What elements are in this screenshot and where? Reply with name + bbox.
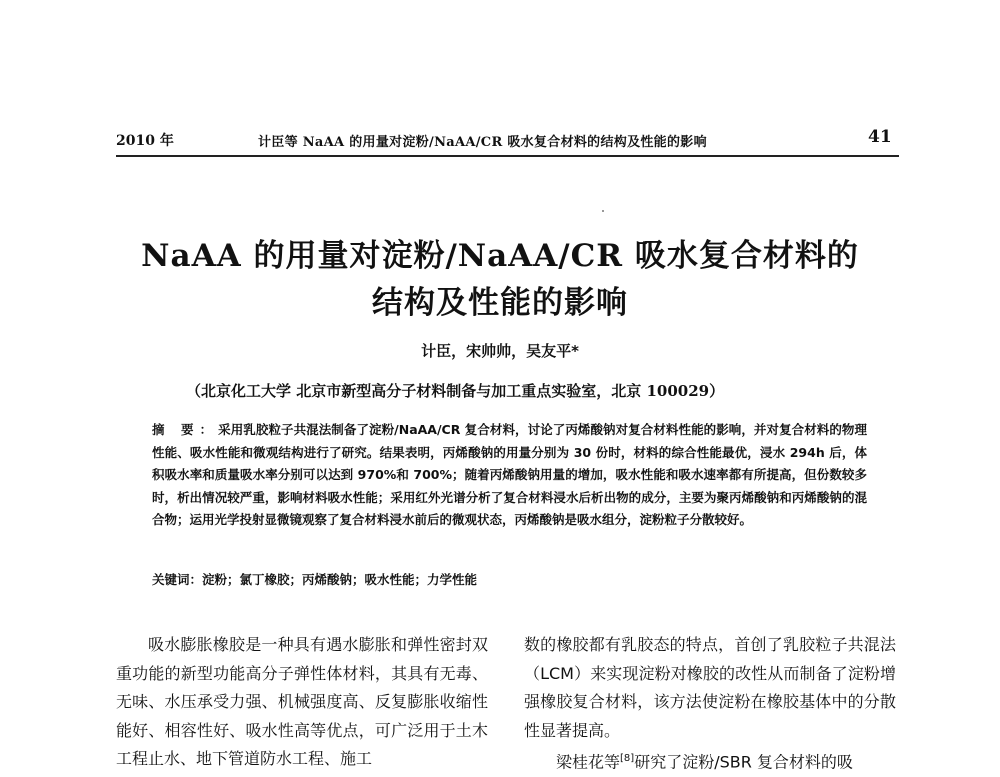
affiliation: （北京化工大学 北京市新型高分子材料制备与加工重点实验室，北京 100029） (186, 382, 725, 400)
abstract-text: 采用乳胶粒子共混法制备了淀粉/NaAA/CR 复合材料，讨论了丙烯酸钠对复合材料性能的影响，并对复合材料的物理性能、吸水性能和微观结构进行了研究。结果表明，丙烯酸钠的用量分别为 30 份时，材料的综合性能最优，浸水 294h 后，体积吸水率和质量吸水率分别可以达到 970%和 700%；随着丙烯酸钠用量的增加，吸水性能和吸水速率都有所提高，但份数较多时，析出情况较严重，影响材料吸水性能；采用红外光谱分析了复合材料浸水后析出物的成分，主要为聚丙烯酸钠和丙烯酸钠的混合物；运用光学投射显微镜观察了复合材料浸水前后的微观状态，丙烯酸钠是吸水组分，淀粉粒子分散较好。 (152, 422, 868, 528)
body-right-column (524, 631, 896, 777)
keywords-label: 关键词： (152, 572, 203, 587)
page-number: 41 (868, 127, 892, 147)
header-rule (116, 155, 899, 157)
abstract (152, 419, 867, 532)
abstract-label: 摘 要： (152, 422, 219, 437)
body-text: 梁桂花等 (556, 752, 621, 772)
article-title-line-1: NaAA 的用量对淀粉/NaAA/CR 吸水复合材料的 (141, 238, 859, 274)
citation-ref: [8] (620, 753, 635, 764)
author-list: 计臣，宋帅帅，吴友平* (421, 342, 579, 360)
running-header-title: 计臣等 NaAA 的用量对淀粉/NaAA/CR 吸水复合材料的结构及性能的影响 (258, 135, 707, 150)
body-paragraph: 数的橡胶都有乳胶态的特点，首创了乳胶粒子共混法（LCM）来实现淀粉对橡胶的改性从而制备了淀粉增强橡胶复合材料，该方法使淀粉在橡胶基体中的分散性显著提高。 (524, 635, 896, 740)
running-header-year: 2010 年 (116, 133, 174, 149)
body-left-column (116, 631, 488, 774)
keywords (152, 570, 477, 588)
body-paragraph-2 (524, 745, 896, 777)
body-paragraph: 吸水膨胀橡胶是一种具有遇水膨胀和弹性密封双重功能的新型功能高分子弹性体材料，其具有无毒、无味、水压承受力强、机械强度高、反复膨胀收缩性能好、相容性好、吸水性高等优点，可广泛用于土木工程止水、地下管道防水工程、施工 (116, 635, 488, 768)
keywords-text: 淀粉；氯丁橡胶；丙烯酸钠；吸水性能；力学性能 (202, 572, 478, 587)
article-title-line-2: 结构及性能的影响 (372, 285, 628, 321)
body-text: 研究了淀粉/SBR 复合材料的吸 (634, 752, 853, 772)
scan-speck (602, 210, 604, 212)
